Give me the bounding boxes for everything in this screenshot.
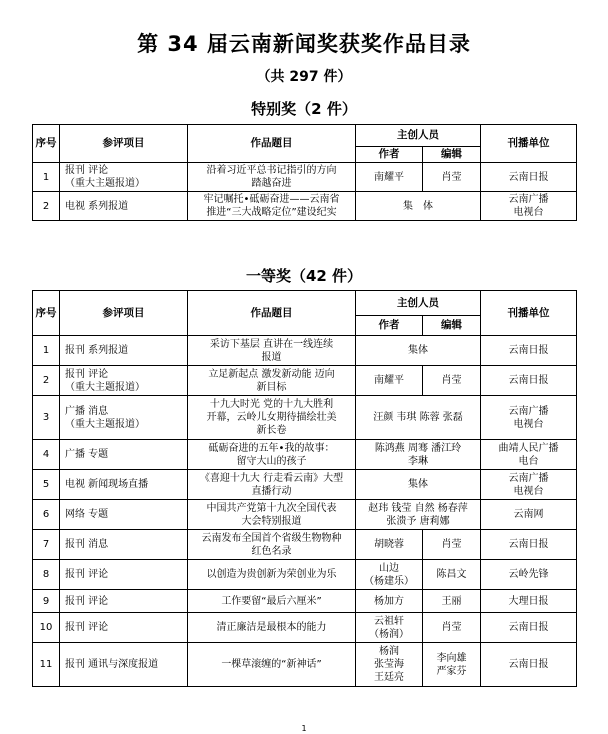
- row-editor: 李向雄 严家芬: [423, 643, 481, 687]
- row-creators: 赵玮 钱莹 自然 杨春萍 张溃予 唐莉娜: [356, 500, 481, 530]
- row-publisher: 云南广播 电视台: [481, 192, 577, 221]
- row-number: 4: [33, 440, 60, 470]
- row-publisher: 大理日报: [481, 590, 577, 613]
- row-editor: 肖莹: [423, 530, 481, 560]
- row-author: 杨加方: [356, 590, 423, 613]
- row-number: 3: [33, 396, 60, 440]
- row-author: 南耀平: [356, 366, 423, 396]
- header-category: 参评项目: [60, 125, 188, 163]
- header-creators: 主创人员: [356, 291, 481, 316]
- section-heading-first-prize: 一等奖（42 件）: [245, 267, 363, 285]
- table-row: [33, 336, 577, 366]
- row-publisher: 云南日报: [481, 613, 577, 643]
- row-author: 山边 （杨建乐）: [356, 560, 423, 590]
- row-category: 报刊 评论: [60, 560, 188, 590]
- header-category: 参评项目: [60, 291, 188, 336]
- page-subtitle: （共 297 件）: [256, 69, 352, 85]
- table-body: [33, 163, 577, 221]
- row-category: 报刊 消息: [60, 530, 188, 560]
- table-row: [33, 590, 577, 613]
- table-row: [33, 396, 577, 440]
- row-work-title: 以创造为贵创新为荣创业为乐: [188, 560, 356, 590]
- header-editor: 编辑: [423, 147, 481, 163]
- first-prize-table: [32, 290, 577, 687]
- row-publisher: 云岭先锋: [481, 560, 577, 590]
- row-number: 2: [33, 192, 60, 221]
- row-publisher: 云南网: [481, 500, 577, 530]
- row-number: 10: [33, 613, 60, 643]
- row-publisher: 云南日报: [481, 366, 577, 396]
- special-award-table: [32, 124, 577, 221]
- row-work-title: 《喜迎十九大 行走看云南》大型 直播行动: [188, 470, 356, 500]
- row-work-title: 立足新起点 激发新动能 迈向 新目标: [188, 366, 356, 396]
- row-category: 电视 系列报道: [60, 192, 188, 221]
- row-creators: 集体: [356, 470, 481, 500]
- row-publisher: 云南日报: [481, 530, 577, 560]
- row-author: 胡晓蓉: [356, 530, 423, 560]
- row-publisher: 曲靖人民广播 电台: [481, 440, 577, 470]
- table-row: [33, 470, 577, 500]
- page-title: 第 34 届云南新闻奖获奖作品目录: [137, 32, 471, 56]
- header-work: 作品题目: [188, 125, 356, 163]
- row-category: 报刊 评论 （重大主题报道）: [60, 366, 188, 396]
- table-row: [33, 500, 577, 530]
- row-editor: 肖莹: [423, 163, 481, 192]
- row-category: 报刊 通讯与深度报道: [60, 643, 188, 687]
- row-creators: 集 体: [356, 192, 481, 221]
- row-work-title: 采访下基层 直讲在一线连续 报道: [188, 336, 356, 366]
- row-category: 广播 专题: [60, 440, 188, 470]
- header-publisher: 刊播单位: [481, 291, 577, 336]
- row-number: 2: [33, 366, 60, 396]
- row-category: 网络 专题: [60, 500, 188, 530]
- row-category: 广播 消息 （重大主题报道）: [60, 396, 188, 440]
- row-work-title: 砥砺奋进的五年•我的故事： 留守大山的孩子: [188, 440, 356, 470]
- header-author: 作者: [356, 316, 423, 336]
- row-number: 5: [33, 470, 60, 500]
- row-number: 9: [33, 590, 60, 613]
- page-number: 1: [301, 724, 307, 733]
- row-category: 电视 新闻现场直播: [60, 470, 188, 500]
- row-creators: 汪颜 韦琪 陈蓉 张磊: [356, 396, 481, 440]
- row-number: 6: [33, 500, 60, 530]
- table-body: [33, 336, 577, 687]
- header-seq: 序号: [33, 125, 60, 163]
- row-work-title: 十九大时光 党的十九大胜利 开幕，云岭儿女期待描绘壮美 新长卷: [188, 396, 356, 440]
- row-number: 7: [33, 530, 60, 560]
- row-number: 8: [33, 560, 60, 590]
- row-number: 11: [33, 643, 60, 687]
- row-publisher: 云南广播 电视台: [481, 470, 577, 500]
- row-number: 1: [33, 336, 60, 366]
- row-editor: 肖莹: [423, 366, 481, 396]
- table-row: [33, 192, 577, 221]
- row-creators: 集体: [356, 336, 481, 366]
- row-editor: 肖莹: [423, 613, 481, 643]
- row-author: 杨润 张莹海 王廷亮: [356, 643, 423, 687]
- row-author: 南耀平: [356, 163, 423, 192]
- row-publisher: 云南日报: [481, 336, 577, 366]
- header-seq: 序号: [33, 291, 60, 336]
- row-author: 云祖轩 （杨润）: [356, 613, 423, 643]
- header-creators: 主创人员: [356, 125, 481, 147]
- table-row: [33, 613, 577, 643]
- row-creators: 陈鸿燕 周骞 潘江玲 李琳: [356, 440, 481, 470]
- header-author: 作者: [356, 147, 423, 163]
- header-publisher: 刊播单位: [481, 125, 577, 163]
- row-work-title: 工作要留“最后六厘米”: [188, 590, 356, 613]
- row-work-title: 沿着习近平总书记指引的方向 踏越奋进: [188, 163, 356, 192]
- table-row: [33, 560, 577, 590]
- row-category: 报刊 评论: [60, 613, 188, 643]
- section-heading-special: 特别奖（2 件）: [251, 100, 357, 118]
- table-row: [33, 643, 577, 687]
- row-category: 报刊 评论 （重大主题报道）: [60, 163, 188, 192]
- row-category: 报刊 评论: [60, 590, 188, 613]
- row-work-title: 清正廉洁是最根本的能力: [188, 613, 356, 643]
- header-work: 作品题目: [188, 291, 356, 336]
- row-publisher: 云南日报: [481, 163, 577, 192]
- table-row: [33, 163, 577, 192]
- row-category: 报刊 系列报道: [60, 336, 188, 366]
- row-editor: 王丽: [423, 590, 481, 613]
- row-work-title: 中国共产党第十九次全国代表 大会特别报道: [188, 500, 356, 530]
- table-row: [33, 440, 577, 470]
- table-row: [33, 530, 577, 560]
- row-publisher: 云南日报: [481, 643, 577, 687]
- row-work-title: 牢记嘱托•砥砺奋进——云南省 推进“三大战略定位”建设纪实: [188, 192, 356, 221]
- row-number: 1: [33, 163, 60, 192]
- table-row: [33, 366, 577, 396]
- row-work-title: 云南发布全国首个省级生物物种 红色名录: [188, 530, 356, 560]
- row-work-title: 一棵草滚缠的“新神话”: [188, 643, 356, 687]
- header-editor: 编辑: [423, 316, 481, 336]
- row-publisher: 云南广播 电视台: [481, 396, 577, 440]
- row-editor: 陈昌文: [423, 560, 481, 590]
